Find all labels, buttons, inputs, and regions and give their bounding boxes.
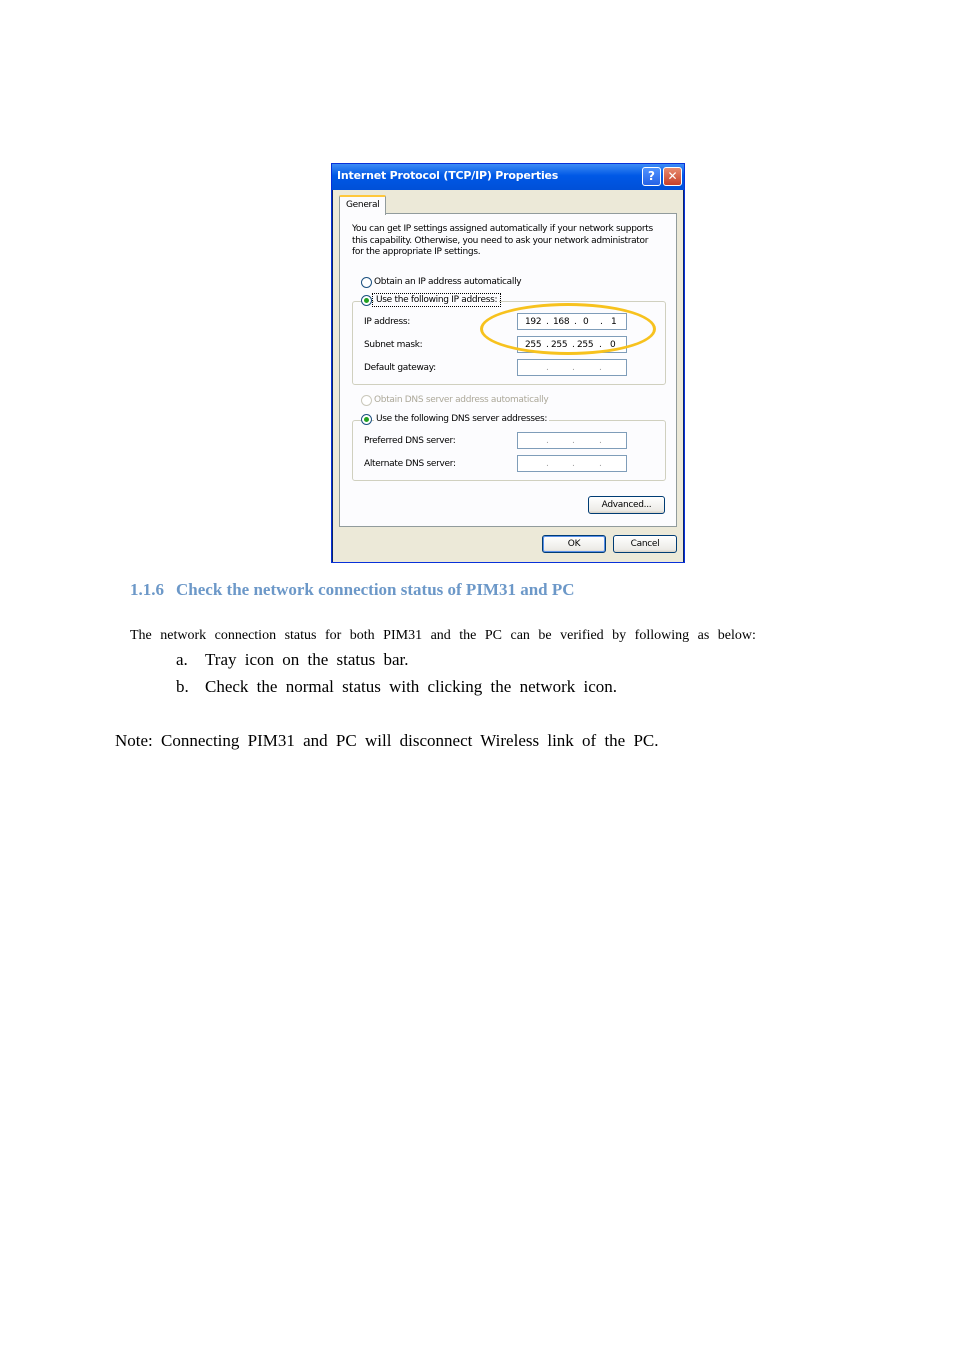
preferred-dns-field[interactable] [517, 432, 627, 449]
ip-address-label: IP address: [364, 317, 411, 327]
default-gateway-label: Default gateway: [364, 363, 436, 373]
gateway-dot: . [599, 363, 602, 373]
default-gateway-field[interactable] [517, 359, 627, 376]
list-item [176, 650, 409, 670]
dialog-client-area [333, 190, 683, 562]
gateway-dot: . [546, 363, 549, 373]
intro-text: You can get IP settings assigned automatically if your network supports this capability. Otherwise, you need to ask your network administrator for the appropriate IP settings. [352, 224, 653, 257]
advanced-button[interactable]: Advanced... [588, 496, 665, 514]
dns-dot: . [572, 436, 575, 446]
list-item-text: Check the normal status with clicking the network icon. [205, 677, 618, 696]
section-heading [130, 580, 575, 600]
list-marker: a. [176, 650, 188, 669]
mask-octet-1: 255 [525, 340, 542, 350]
highlight-ellipse [480, 303, 656, 355]
ip-octet-2: 168 [553, 317, 570, 327]
ip-dot: . [574, 317, 577, 327]
section-title: Check the network connection status of PIM31 and PC [176, 580, 575, 599]
list-item-text: Tray icon on the status bar. [205, 650, 409, 669]
ip-dot: . [546, 317, 549, 327]
obtain-ip-auto-radio[interactable] [361, 277, 372, 288]
dns-dot: . [546, 436, 549, 446]
list-marker: b. [176, 677, 189, 696]
use-following-ip-label[interactable]: Use the following IP address: [376, 295, 498, 305]
list-item [176, 677, 617, 697]
preferred-dns-label: Preferred DNS server: [364, 436, 456, 446]
help-button[interactable]: ? [642, 167, 661, 186]
dns-dot: . [599, 436, 602, 446]
mask-octet-3: 255 [577, 340, 594, 350]
mask-dot: . [599, 340, 602, 350]
ok-button[interactable]: OK [542, 535, 606, 553]
gateway-dot: . [572, 363, 575, 373]
obtain-dns-auto-radio[interactable] [361, 395, 372, 406]
body-paragraph: The network connection status for both PIM31 and the PC can be verified by following as below: [130, 628, 756, 643]
close-button[interactable]: ✕ [663, 167, 682, 186]
ip-octet-1: 192 [525, 317, 542, 327]
dialog-title: Internet Protocol (TCP/IP) Properties [337, 169, 559, 182]
mask-dot: . [572, 340, 575, 350]
mask-octet-4: 0 [610, 340, 616, 350]
cancel-button[interactable]: Cancel [613, 535, 677, 553]
note-text: Note: Connecting PIM31 and PC will disconnect Wireless link of the PC. [115, 731, 659, 750]
mask-octet-2: 255 [551, 340, 568, 350]
ip-dot: . [600, 317, 603, 327]
alternate-dns-label: Alternate DNS server: [364, 459, 456, 469]
ip-octet-4: 1 [611, 317, 617, 327]
dns-dot: . [546, 459, 549, 469]
section-number: 1.1.6 [130, 580, 164, 599]
dns-dot: . [572, 459, 575, 469]
tcpip-properties-dialog [331, 163, 685, 563]
obtain-ip-auto-label[interactable]: Obtain an IP address automatically [374, 277, 522, 287]
subnet-mask-label: Subnet mask: [364, 340, 423, 350]
alternate-dns-field[interactable] [517, 455, 627, 472]
use-following-ip-radio[interactable] [361, 295, 372, 306]
general-tab-panel [339, 213, 677, 527]
tab-general[interactable]: General [339, 195, 386, 215]
use-following-dns-radio[interactable] [361, 414, 372, 425]
ip-octet-3: 0 [583, 317, 589, 327]
dialog-titlebar[interactable] [332, 164, 684, 190]
mask-dot: . [546, 340, 549, 350]
use-following-dns-label[interactable]: Use the following DNS server addresses: [376, 414, 548, 424]
obtain-dns-auto-label[interactable]: Obtain DNS server address automatically [374, 395, 549, 405]
dns-dot: . [599, 459, 602, 469]
